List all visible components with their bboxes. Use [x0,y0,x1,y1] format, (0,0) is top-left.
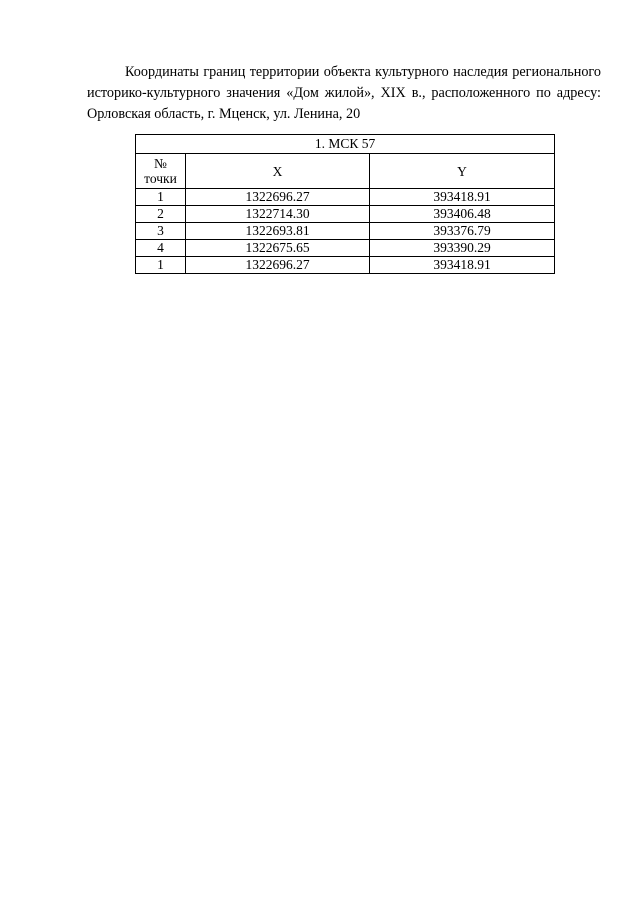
table-header-row [136,154,555,189]
table-row [136,189,555,206]
cell-point: 2 [136,206,186,223]
cell-y: 393406.48 [370,206,555,223]
coordinates-table [135,134,555,274]
cell-point: 4 [136,240,186,257]
cell-x: 1322696.27 [186,189,370,206]
cell-x: 1322696.27 [186,257,370,274]
cell-y: 393390.29 [370,240,555,257]
header-point-symbol: № [154,156,167,171]
cell-x: 1322693.81 [186,223,370,240]
intro-paragraph: Координаты границ территории объекта культурного наследия регионального историко-культурного значения «Дом жилой», XIX в., расположенного по адресу: Орловская область, г. Мценск, ул. Ленина, 20 [87,64,601,122]
table-title: 1. МСК 57 [136,135,555,154]
header-x: X [186,154,370,189]
cell-x: 1322675.65 [186,240,370,257]
cell-y: 393418.91 [370,257,555,274]
cell-x: 1322714.30 [186,206,370,223]
table-row [136,206,555,223]
header-y: Y [370,154,555,189]
cell-point: 3 [136,223,186,240]
header-point-word: точки [144,171,177,186]
table-title-row [136,135,555,154]
table-row [136,240,555,257]
cell-y: 393418.91 [370,189,555,206]
header-point-number [136,154,186,189]
table-row [136,257,555,274]
cell-point: 1 [136,189,186,206]
cell-y: 393376.79 [370,223,555,240]
cell-point: 1 [136,257,186,274]
table-row [136,223,555,240]
